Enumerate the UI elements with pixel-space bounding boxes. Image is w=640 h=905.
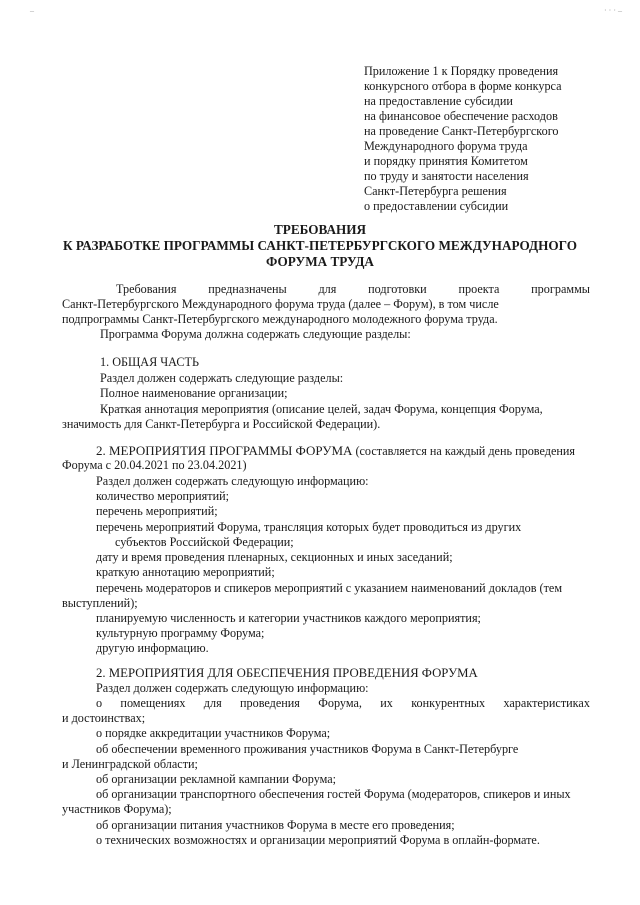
section-2-heading: 2. МЕРОПРИЯТИЯ ПРОГРАММЫ ФОРУМА — [96, 443, 353, 458]
appendix-line: и порядку принятия Комитетом — [364, 154, 528, 168]
intro-line — [116, 282, 590, 297]
list-item: об организации питания участников Форума в месте его проведения; — [96, 818, 455, 832]
section-2-lead: Раздел должен содержать следующую информацию: — [96, 474, 369, 488]
appendix-line: конкурсного отбора в форме конкурса — [364, 79, 562, 93]
list-item: перечень мероприятий; — [96, 504, 218, 518]
appendix-line: на финансовое обеспечение расходов — [364, 109, 558, 123]
section-1-lead: Раздел должен содержать следующие разделы: — [100, 371, 344, 385]
word: проекта — [458, 282, 500, 296]
section-2-note: (составляется на каждый день проведения — [352, 444, 575, 458]
list-item-continuation: и Ленинградской области; — [62, 757, 198, 771]
list-item: о технических возможностях и организации мероприятий Форума в оплайн-формате. — [96, 833, 540, 847]
appendix-line: Приложение 1 к Порядку проведения — [364, 64, 559, 78]
list-item: перечень мероприятий Форума, трансляция которых будет проводиться из других — [96, 520, 522, 534]
document-subtitle: ФОРУМА ТРУДА — [266, 254, 374, 269]
section-3-lead: Раздел должен содержать следующую информацию: — [96, 681, 369, 695]
word: характеристиках — [503, 696, 590, 710]
list-item: дату и время проведения пленарных, секционных и иных заседаний; — [96, 550, 453, 564]
list-item-continuation: значимость для Санкт-Петербурга и Российской Федерации). — [62, 417, 381, 431]
list-item: другую информацию. — [96, 641, 209, 655]
list-item: о порядке аккредитации участников Форума; — [96, 726, 331, 740]
appendix-line: на предоставление субсидии — [364, 94, 513, 108]
word: о — [96, 696, 103, 710]
list-item: Краткая аннотация мероприятия (описание целей, задач Форума, концепция Форума, — [100, 402, 543, 416]
section-1-heading: 1. ОБЩАЯ ЧАСТЬ — [100, 355, 199, 369]
word: проведения — [240, 696, 300, 710]
intro-line: Программа Форума должна содержать следующие разделы: — [100, 327, 411, 341]
list-item: количество мероприятий; — [96, 489, 230, 503]
word: для — [203, 696, 222, 710]
intro-line: Санкт-Петербургского Международного форума труда (далее – Форум), в том числе — [62, 297, 499, 311]
appendix-line: Международного форума труда — [364, 139, 528, 153]
document-subtitle: К РАЗРАБОТКЕ ПРОГРАММЫ САНКТ-ПЕТЕРБУРГСКОГО МЕЖДУНАРОДНОГО — [63, 238, 577, 253]
list-item: Полное наименование организации; — [100, 386, 288, 400]
list-item: краткую аннотацию мероприятий; — [96, 565, 275, 579]
list-item-continuation: субъектов Российской Федерации; — [115, 535, 294, 549]
scan-mark-left: – — [30, 6, 34, 15]
list-item-continuation: выступлений); — [62, 596, 138, 610]
list-item: перечень модераторов и спикеров мероприятий с указанием наименований докладов (тем — [96, 581, 563, 595]
intro-line: подпрограммы Санкт-Петербургского международного молодежного форума труда. — [62, 312, 498, 326]
word: их — [380, 696, 393, 710]
word: Требования — [116, 282, 177, 296]
list-item: об организации рекламной кампании Форума; — [96, 772, 337, 786]
appendix-line: о предоставлении субсидии — [364, 199, 509, 213]
word: Форума, — [318, 696, 362, 710]
word: предназначены — [208, 282, 287, 296]
section-3-heading: 2. МЕРОПРИЯТИЯ ДЛЯ ОБЕСПЕЧЕНИЯ ПРОВЕДЕНИЯ ФОРУМА — [96, 666, 478, 680]
appendix-line: Санкт-Петербурга решения — [364, 184, 507, 198]
word: конкурентных — [411, 696, 486, 710]
list-item-continuation: участников Форума); — [62, 802, 172, 816]
word: программы — [531, 282, 590, 296]
section-2-note-cont: Форума с 20.04.2021 по 23.04.2021) — [62, 458, 247, 472]
appendix-line: на проведение Санкт-Петербургского — [364, 124, 559, 138]
word: помещениях — [120, 696, 186, 710]
list-item-continuation: и достоинствах; — [62, 711, 146, 725]
word: для — [318, 282, 337, 296]
appendix-line: по труду и занятости населения — [364, 169, 529, 183]
list-item: планируемую численность и категории участников каждого мероприятия; — [96, 611, 481, 625]
list-item — [96, 696, 590, 711]
section-2-heading-line — [96, 443, 575, 459]
list-item: культурную программу Форума; — [96, 626, 265, 640]
list-item: об обеспечении временного проживания участников Форума в Санкт-Петербурге — [96, 742, 519, 756]
word: подготовки — [368, 282, 427, 296]
scan-mark-right: · · · – — [604, 6, 622, 15]
document-title: ТРЕБОВАНИЯ — [273, 222, 367, 237]
list-item: об организации транспортного обеспечения гостей Форума (модераторов, спикеров и иных — [96, 787, 571, 801]
